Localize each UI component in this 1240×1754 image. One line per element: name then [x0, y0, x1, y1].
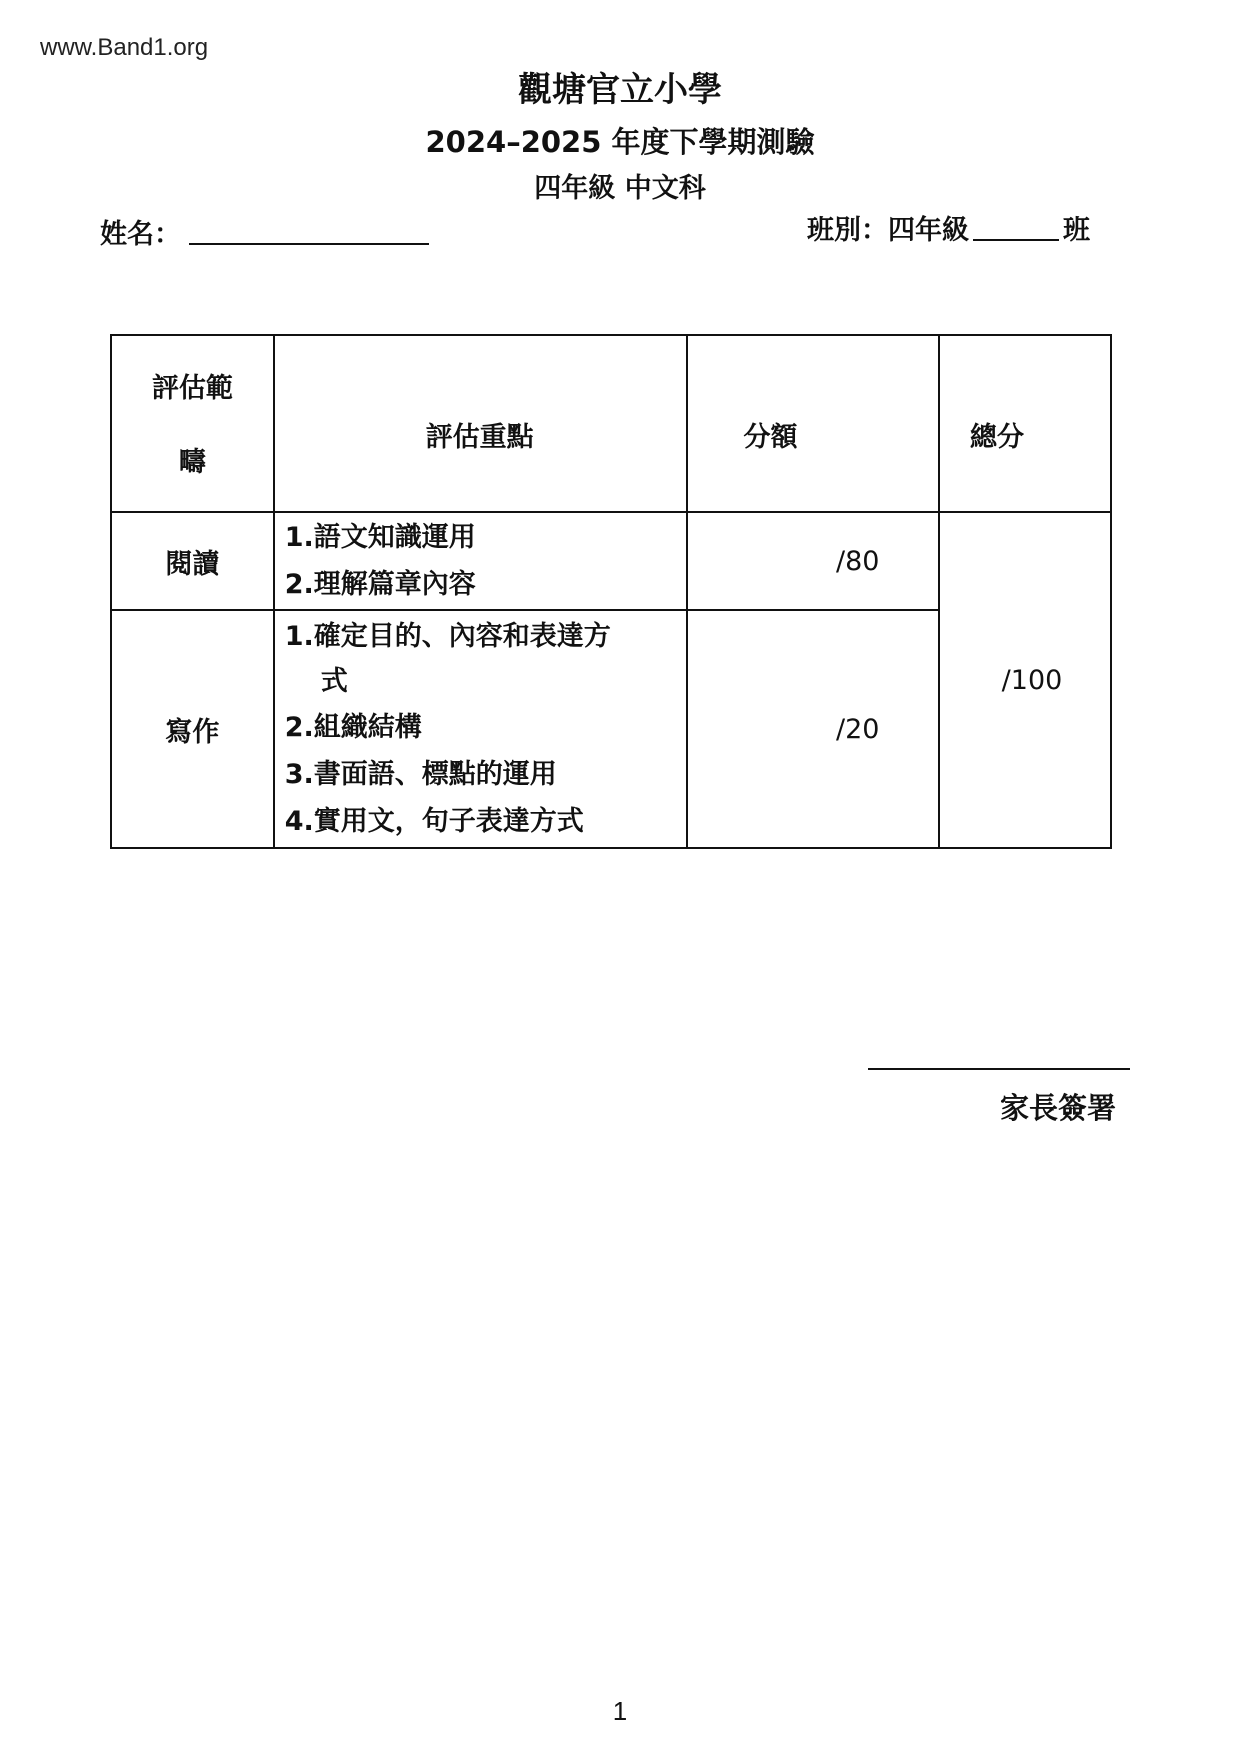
- score-reading: /80: [687, 512, 939, 610]
- name-blank[interactable]: [189, 221, 429, 245]
- total-score: /100: [939, 512, 1111, 848]
- class-blank[interactable]: [973, 217, 1059, 241]
- name-field[interactable]: [100, 212, 429, 251]
- focus-reading: [274, 512, 687, 610]
- list-item: 1.確定目的、內容和表達方: [284, 621, 611, 652]
- focus-writing: [274, 610, 687, 848]
- grade-subject: 四年級 中文科: [534, 173, 706, 204]
- signature-label: 家長簽署: [1000, 1091, 1117, 1125]
- header-focus: 評估重點: [274, 335, 687, 512]
- list-item: 1.語文知識運用: [284, 522, 476, 553]
- scope-reading: 閱讀: [111, 512, 274, 610]
- score-table: [110, 334, 1112, 849]
- class-field[interactable]: [807, 208, 1090, 247]
- table-header-row: [111, 335, 1111, 512]
- header-total: 總分: [939, 335, 1111, 512]
- scope-writing: 寫作: [111, 610, 274, 848]
- signature-line[interactable]: [868, 1068, 1130, 1070]
- name-label: 姓名：: [100, 219, 181, 250]
- list-item: 4.實用文，句子表達方式: [284, 806, 584, 837]
- score-writing: /20: [687, 610, 939, 848]
- header-scope: 評估範 疇: [111, 335, 274, 512]
- class-label: 班別：四年級: [807, 215, 969, 246]
- table-row-reading: [111, 512, 1111, 610]
- list-item: 3.書面語、標點的運用: [284, 759, 557, 790]
- school-name: 觀塘官立小學: [518, 70, 722, 110]
- page-number: 1: [612, 1696, 628, 1726]
- list-item: 2.組織結構: [284, 712, 422, 743]
- watermark: www.Band1.org: [40, 34, 209, 61]
- list-item: 2.理解篇章內容: [284, 569, 476, 600]
- list-item-continuation: 式: [320, 666, 348, 697]
- term-title: 2024–2025 年度下學期測驗: [425, 125, 815, 159]
- class-suffix: 班: [1063, 215, 1090, 246]
- header-quota: 分額: [687, 335, 939, 512]
